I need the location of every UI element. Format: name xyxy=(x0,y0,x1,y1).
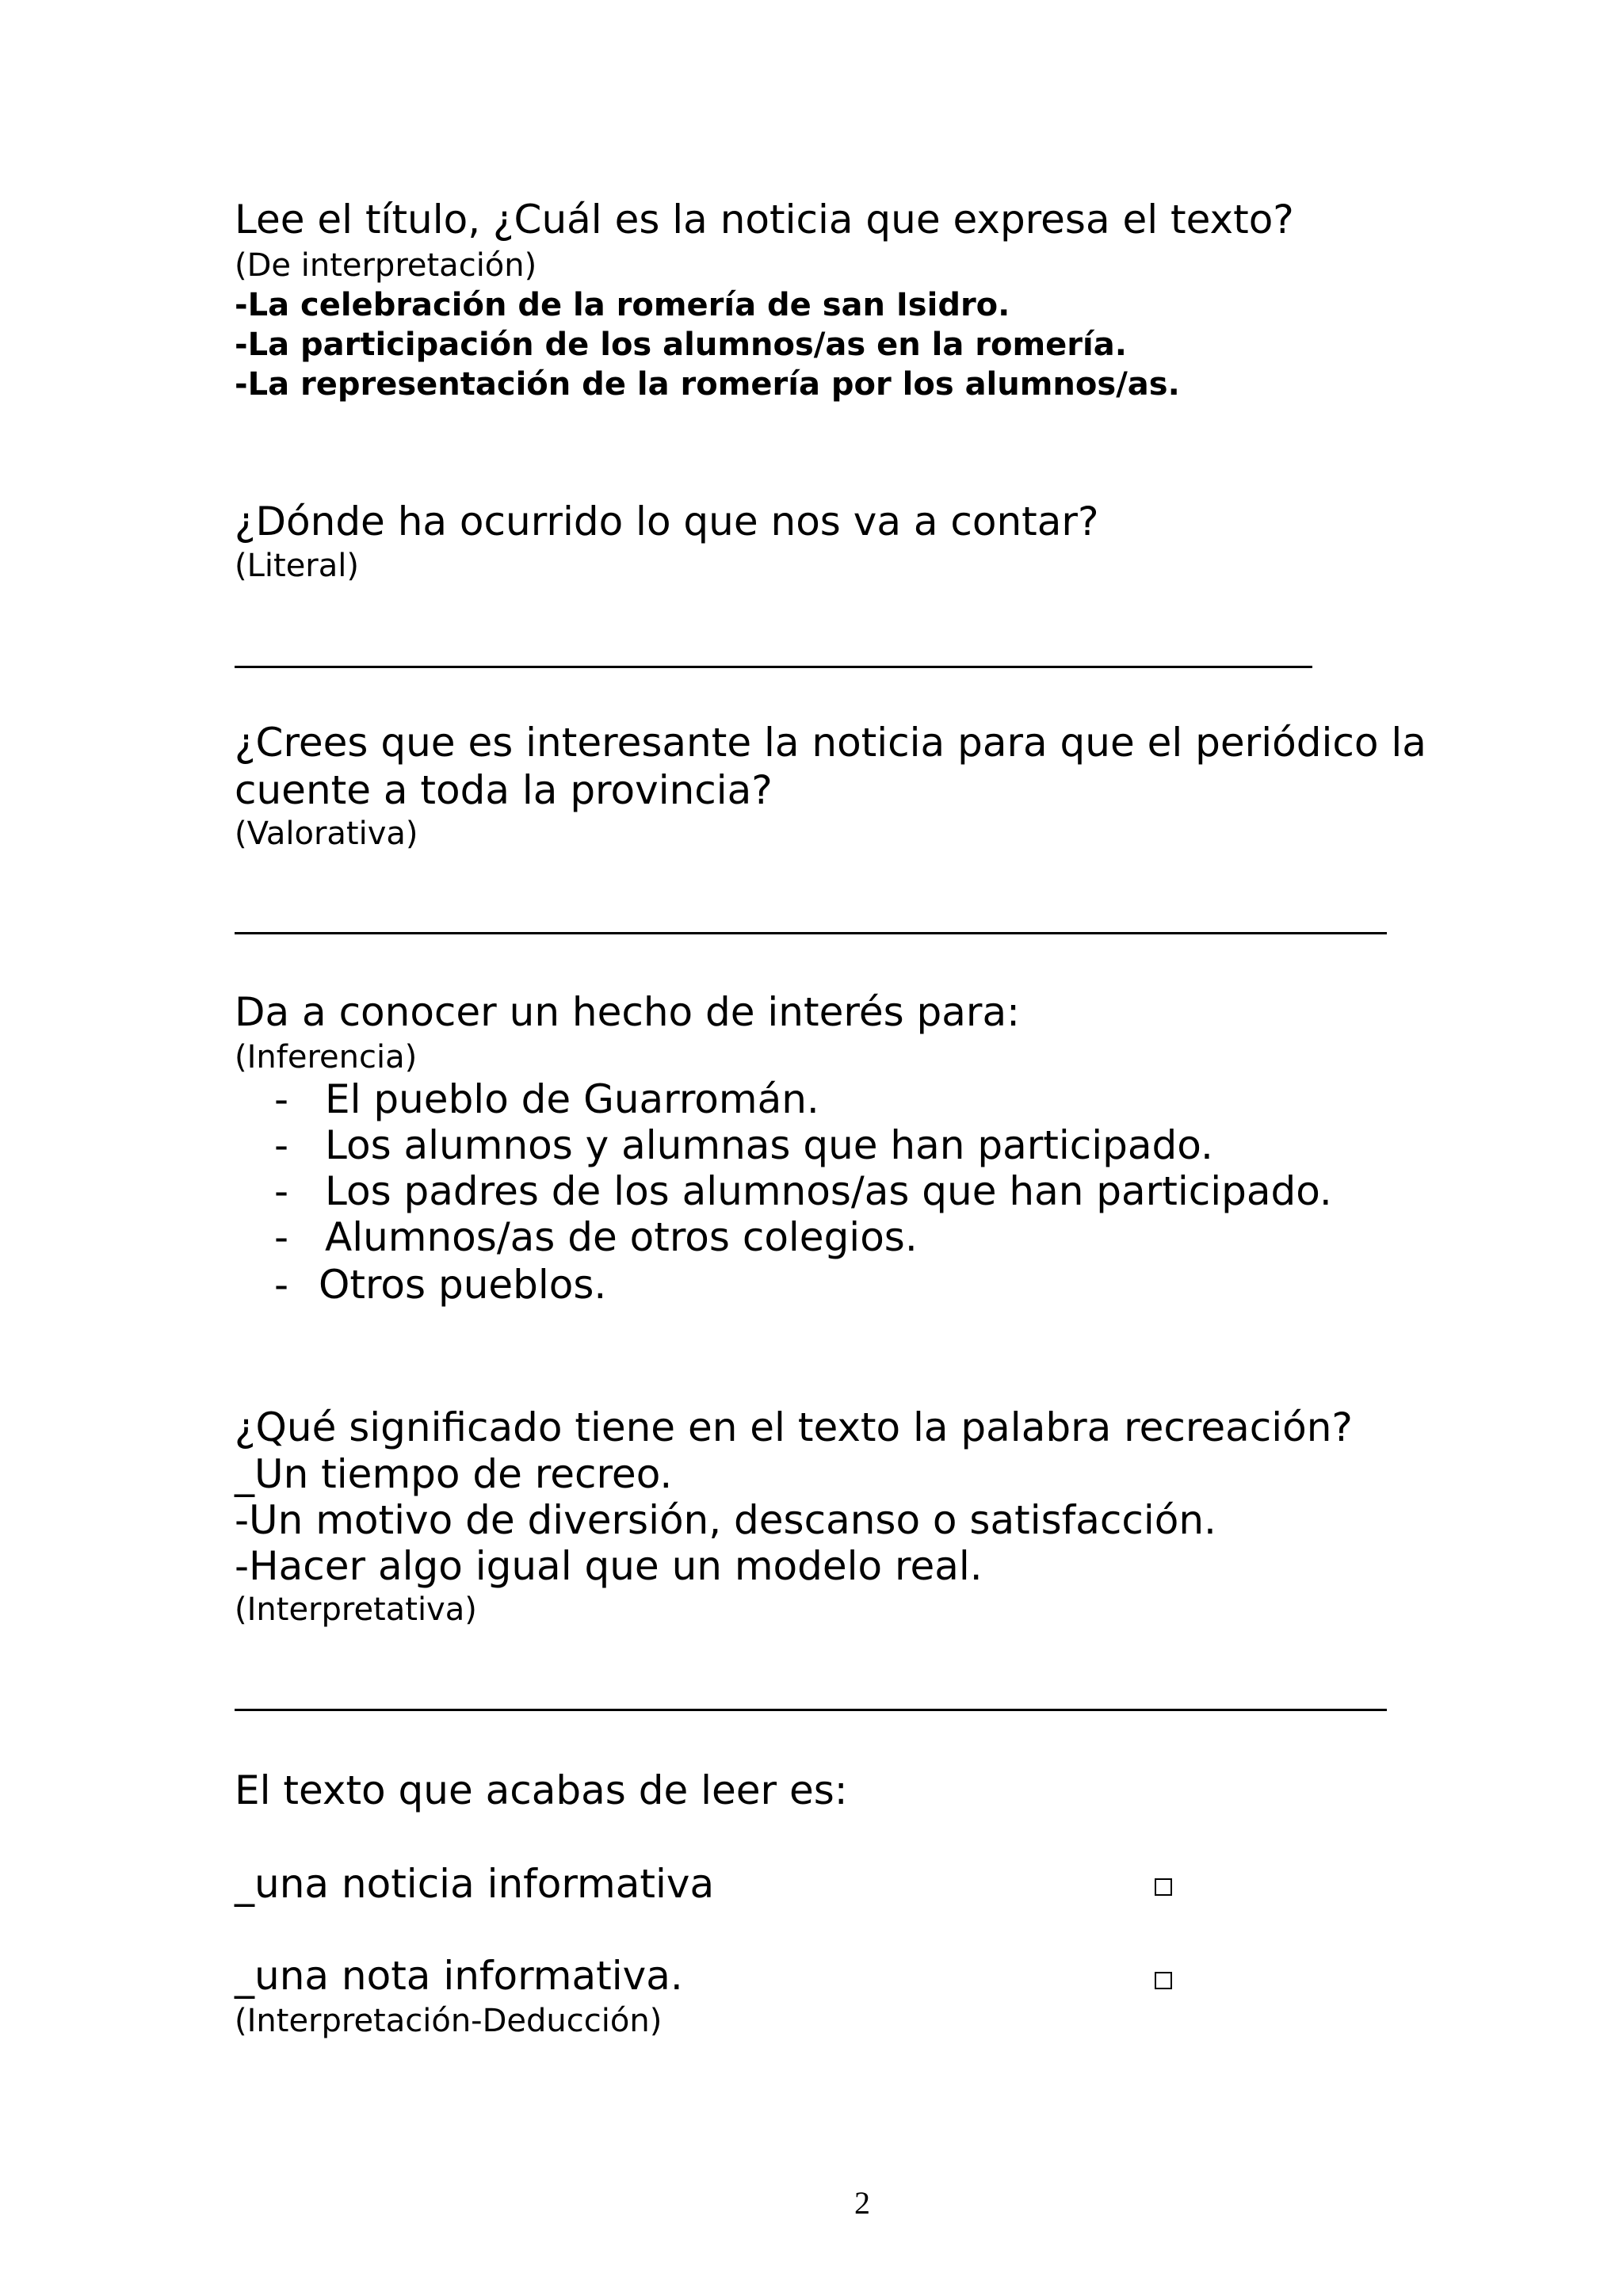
question-1-option-2: -La participación de los alumnos/as en la romería. xyxy=(235,327,1127,363)
question-3-text-line-1: ¿Crees que es interesante la noticia para que el periódico la xyxy=(235,720,1426,766)
question-4-item-4: Alumnos/as de otros colegios. xyxy=(325,1214,918,1260)
question-4-item-3: Los padres de los alumnos/as que han participado. xyxy=(325,1168,1332,1214)
question-5-option-1: _Un tiempo de recreo. xyxy=(235,1451,673,1497)
list-bullet: - xyxy=(274,1122,289,1168)
question-4-item-5: Otros pueblos. xyxy=(319,1262,607,1308)
question-1-type: (De interpretación) xyxy=(235,247,537,284)
question-5-answer-line[interactable] xyxy=(235,1709,1387,1711)
question-5-text: ¿Qué significado tiene en el texto la palabra recreación? xyxy=(235,1404,1353,1450)
question-6-text: El texto que acabas de leer es: xyxy=(235,1767,848,1813)
question-2-answer-line[interactable] xyxy=(235,666,1312,668)
question-6-option-1: _una noticia informativa xyxy=(235,1861,715,1907)
question-1-option-3: -La representación de la romería por los alumnos/as. xyxy=(235,366,1180,403)
list-bullet: - xyxy=(274,1076,289,1122)
question-6-type: (Interpretación-Deducción) xyxy=(235,2003,663,2039)
list-bullet: - xyxy=(274,1262,289,1308)
option-2-checkbox[interactable] xyxy=(1155,1972,1172,1989)
question-1-option-1: -La celebración de la romería de san Isidro. xyxy=(235,287,1010,323)
option-1-checkbox[interactable] xyxy=(1155,1878,1172,1896)
question-5-type: (Interpretativa) xyxy=(235,1591,477,1628)
question-4-type: (Inferencia) xyxy=(235,1039,418,1075)
question-5-option-2: -Un motivo de diversión, descanso o satisfacción. xyxy=(235,1497,1216,1543)
question-3-answer-line[interactable] xyxy=(235,932,1387,934)
question-4-item-1: El pueblo de Guarromán. xyxy=(325,1076,819,1122)
question-2-type: (Literal) xyxy=(235,548,359,584)
question-5-option-3: -Hacer algo igual que un modelo real. xyxy=(235,1543,983,1589)
question-4-text: Da a conocer un hecho de interés para: xyxy=(235,989,1020,1035)
list-bullet: - xyxy=(274,1168,289,1214)
question-1-text: Lee el título, ¿Cuál es la noticia que expresa el texto? xyxy=(235,197,1294,243)
question-3-type: (Valorativa) xyxy=(235,816,418,852)
list-bullet: - xyxy=(274,1214,289,1260)
question-3-text-line-2: cuente a toda la provincia? xyxy=(235,767,773,813)
question-2-text: ¿Dónde ha ocurrido lo que nos va a contar? xyxy=(235,499,1099,544)
page-number: 2 xyxy=(854,2185,870,2221)
question-4-item-2: Los alumnos y alumnas que han participado. xyxy=(325,1122,1213,1168)
question-6-option-2: _una nota informativa. xyxy=(235,1953,683,1999)
